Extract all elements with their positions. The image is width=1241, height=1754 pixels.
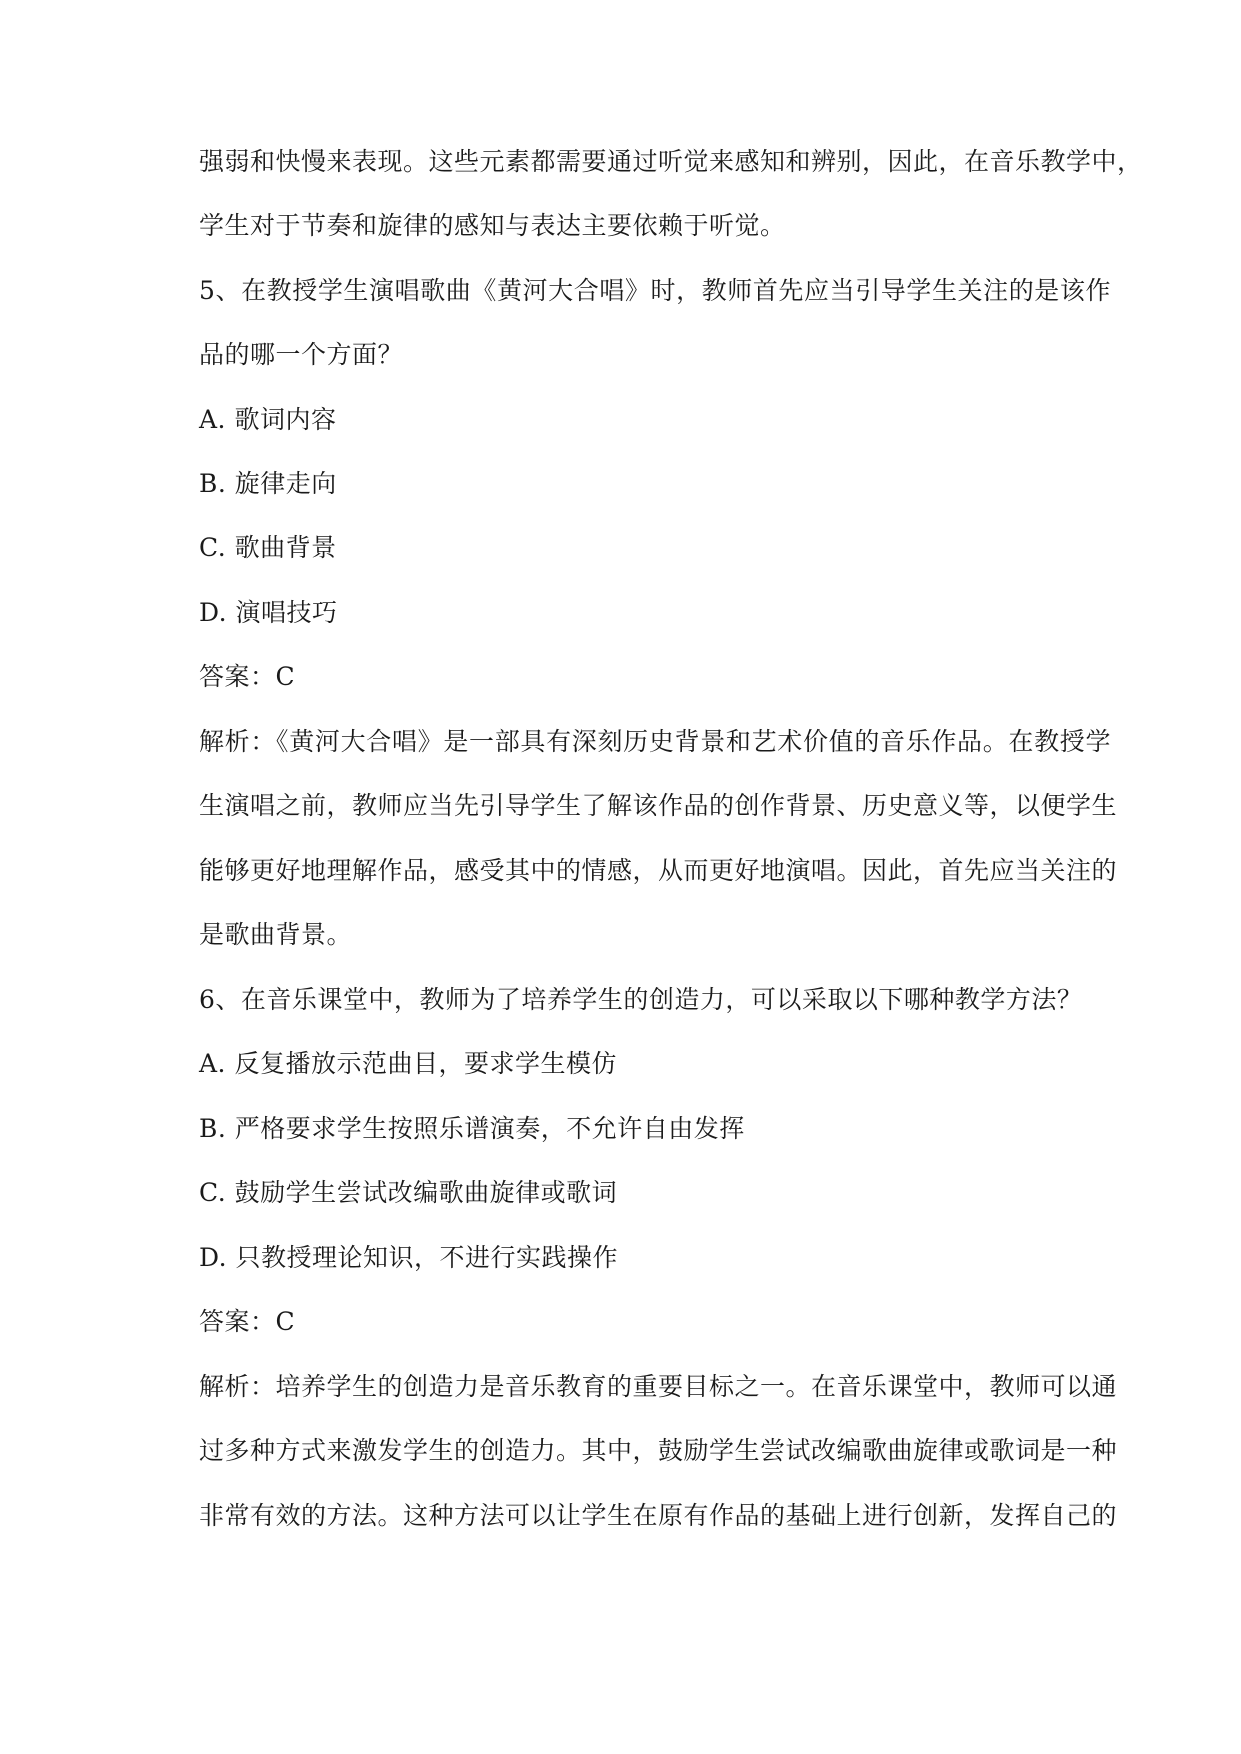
question-6-option-a: A. 反复播放示范曲目，要求学生模仿 <box>199 1049 617 1078</box>
question-6-option-c: C. 鼓励学生尝试改编歌曲旋律或歌词 <box>199 1178 618 1207</box>
question-5-option-b: B. 旋律走向 <box>199 469 337 498</box>
question-6-option-d: D. 只教授理论知识，不进行实践操作 <box>199 1243 619 1272</box>
question-6-analysis-line: 解析：培养学生的创造力是音乐教育的重要目标之一。在音乐课堂中，教师可以通 <box>199 1372 1118 1401</box>
question-6-analysis-line: 非常有效的方法。这种方法可以让学生在原有作品的基础上进行创新，发挥自己的 <box>199 1501 1118 1530</box>
question-6-option-b: B. 严格要求学生按照乐谱演奏，不允许自由发挥 <box>199 1114 745 1143</box>
question-5-answer: 答案：C <box>199 662 296 691</box>
question-5-analysis-line: 解析：《黄河大合唱》是一部具有深刻历史背景和艺术价值的音乐作品。在教授学 <box>199 727 1111 756</box>
question-5-stem-line: 5、在教授学生演唱歌曲《黄河大合唱》时，教师首先应当引导学生关注的是该作 <box>199 276 1111 305</box>
question-5-option-d: D. 演唱技巧 <box>199 598 338 627</box>
question-6-stem-line: 6、在音乐课堂中，教师为了培养学生的创造力，可以采取以下哪种教学方法？ <box>199 985 1083 1014</box>
question-5-stem-line: 品的哪一个方面？ <box>199 340 404 369</box>
question-5-analysis-line: 是歌曲背景。 <box>199 920 353 949</box>
paragraph-line: 强弱和快慢来表现。这些元素都需要通过听觉来感知和辨别，因此，在音乐教学中， <box>199 147 1143 176</box>
question-5-analysis-line: 生演唱之前，教师应当先引导学生了解该作品的创作背景、历史意义等，以便学生 <box>199 791 1118 820</box>
paragraph-line: 学生对于节奏和旋律的感知与表达主要依赖于听觉。 <box>199 211 786 240</box>
question-6-answer: 答案：C <box>199 1307 296 1336</box>
question-5-option-a: A. 歌词内容 <box>199 405 337 434</box>
question-5-option-c: C. 歌曲背景 <box>199 533 337 562</box>
question-5-analysis-line: 能够更好地理解作品，感受其中的情感，从而更好地演唱。因此，首先应当关注的 <box>199 856 1118 885</box>
question-6-analysis-line: 过多种方式来激发学生的创造力。其中，鼓励学生尝试改编歌曲旋律或歌词是一种 <box>199 1436 1118 1465</box>
